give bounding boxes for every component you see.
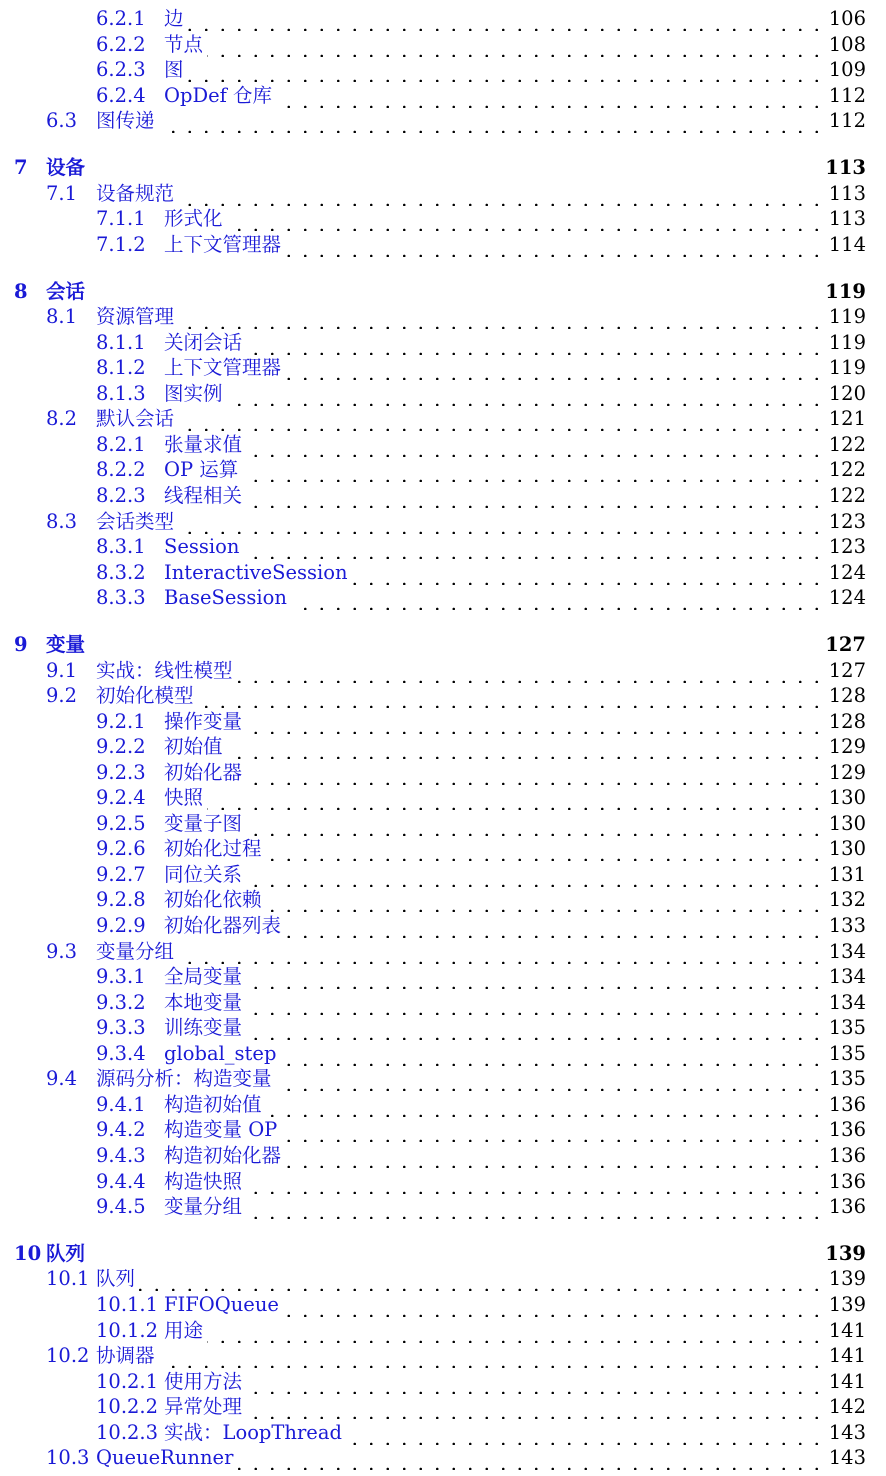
toc-section[interactable] <box>0 304 886 329</box>
toc-number[interactable]: 9.1 <box>46 659 78 682</box>
toc-number[interactable]: 9.3.4 <box>96 1042 146 1065</box>
dot-leader <box>246 1199 825 1219</box>
toc-page-number: 136 <box>828 1093 866 1116</box>
toc-title[interactable]: 变量子图 <box>164 812 243 835</box>
toc-subsection[interactable] <box>0 913 886 938</box>
toc-number[interactable]: 10.2.2 <box>96 1395 159 1418</box>
toc-page-number: 132 <box>828 888 866 911</box>
dot-leader <box>291 590 825 610</box>
toc-title[interactable]: 边 <box>164 7 184 30</box>
toc-section[interactable] <box>0 406 886 431</box>
toc-subsection[interactable] <box>0 1041 886 1066</box>
toc-chapter[interactable] <box>0 1241 886 1266</box>
toc-number[interactable]: 6.3 <box>46 109 78 132</box>
toc-page-number: 133 <box>828 914 866 937</box>
toc-title[interactable]: 初始值 <box>164 735 223 758</box>
dot-leader <box>207 790 825 810</box>
toc-number[interactable]: 9.3.1 <box>96 965 146 988</box>
toc-title[interactable]: 变量分组 <box>164 1195 243 1218</box>
dot-leader <box>188 62 825 82</box>
toc-subsection[interactable] <box>0 206 886 231</box>
toc-page-number: 119 <box>828 305 866 328</box>
toc-subsection[interactable] <box>0 1143 886 1168</box>
toc-page-number: 134 <box>828 940 866 963</box>
toc-page-number: 142 <box>828 1395 866 1418</box>
toc-number[interactable]: 9.4.1 <box>96 1093 146 1116</box>
toc-subsection[interactable] <box>0 990 886 1015</box>
toc-number[interactable]: 10.3 <box>46 1446 90 1469</box>
toc-title[interactable]: 初始化模型 <box>96 684 194 707</box>
toc-number[interactable]: 9.2.1 <box>96 710 146 733</box>
toc-title[interactable]: 全局变量 <box>164 965 243 988</box>
dot-leader <box>207 37 825 57</box>
toc-number[interactable]: 9.4 <box>46 1067 78 1090</box>
toc-section[interactable] <box>0 683 886 708</box>
toc-page-number: 123 <box>828 535 866 558</box>
toc-page-number: 136 <box>828 1170 866 1193</box>
toc-page-number: 135 <box>828 1067 866 1090</box>
dot-leader <box>237 1450 825 1470</box>
toc-subsection[interactable] <box>0 6 886 31</box>
toc-number[interactable]: 8 <box>14 280 28 303</box>
dot-leader <box>346 1425 825 1445</box>
toc-page-number: 124 <box>828 586 866 609</box>
toc-number[interactable]: 10.1 <box>46 1267 90 1290</box>
toc-number[interactable]: 9.4.3 <box>96 1144 146 1167</box>
toc-number[interactable]: 8.2 <box>46 407 78 430</box>
toc-subsection[interactable] <box>0 785 886 810</box>
toc-section[interactable] <box>0 181 886 206</box>
toc-number[interactable]: 10.2.3 <box>96 1421 159 1444</box>
toc-section[interactable] <box>0 509 886 534</box>
toc-page-number: 106 <box>828 7 866 30</box>
toc-number[interactable]: 8.2.2 <box>96 458 146 481</box>
toc-title[interactable]: 初始化依赖 <box>164 888 262 911</box>
toc-page-number: 112 <box>828 109 866 132</box>
toc-subsection[interactable] <box>0 1117 886 1142</box>
toc-title[interactable]: 设备 <box>46 156 86 179</box>
toc-title[interactable]: 初始化器 <box>164 761 243 784</box>
toc-subsection[interactable] <box>0 432 886 457</box>
toc-number[interactable]: 8.1.2 <box>96 356 146 379</box>
toc-page-number: 124 <box>828 561 866 584</box>
dot-leader <box>237 663 825 683</box>
toc-title[interactable]: 使用方法 <box>164 1370 243 1393</box>
dot-leader <box>280 1046 825 1066</box>
toc-title[interactable]: 构造初始值 <box>164 1093 262 1116</box>
toc-title[interactable]: 同位关系 <box>164 863 243 886</box>
toc-page-number: 143 <box>828 1421 866 1444</box>
toc-page-number: 122 <box>828 433 866 456</box>
toc-subsection[interactable] <box>0 964 886 989</box>
toc-number[interactable]: 7.1.1 <box>96 207 146 230</box>
toc-number[interactable]: 9.2.2 <box>96 735 146 758</box>
toc-number[interactable]: 6.2.1 <box>96 7 146 30</box>
toc-subsection[interactable] <box>0 1292 886 1317</box>
toc-number[interactable]: 9.4.4 <box>96 1170 146 1193</box>
toc-page-number: 139 <box>828 1293 866 1316</box>
toc-number[interactable]: 8.2.1 <box>96 433 146 456</box>
dot-leader <box>285 918 825 938</box>
toc-title[interactable]: Session <box>164 535 240 558</box>
toc-number[interactable]: 9.3 <box>46 940 78 963</box>
toc-title[interactable]: 初始化过程 <box>164 837 262 860</box>
toc-page-number: 112 <box>828 84 866 107</box>
toc-number[interactable]: 10.2.1 <box>96 1370 159 1393</box>
dot-leader <box>178 411 825 431</box>
dot-leader <box>159 1348 825 1368</box>
toc-title[interactable]: QueueRunner <box>96 1446 234 1469</box>
toc-subsection[interactable] <box>0 836 886 861</box>
toc-subsection[interactable] <box>0 1369 886 1394</box>
toc-title[interactable]: 线程相关 <box>164 484 243 507</box>
toc-page-number: 109 <box>828 58 866 81</box>
dot-leader <box>352 565 825 585</box>
dot-leader <box>246 995 825 1015</box>
toc-title[interactable]: 队列 <box>96 1267 136 1290</box>
toc-number[interactable]: 6.2.3 <box>96 58 146 81</box>
toc-subsection[interactable] <box>0 811 886 836</box>
toc-title[interactable]: 用途 <box>164 1319 204 1342</box>
toc-number[interactable]: 9.3.2 <box>96 991 146 1014</box>
dot-leader <box>285 1148 825 1168</box>
toc-page-number: 119 <box>828 331 866 354</box>
dot-leader <box>285 237 825 257</box>
toc-title[interactable]: 资源管理 <box>96 305 175 328</box>
dot-leader <box>283 1297 825 1317</box>
toc-page-number: 139 <box>825 1242 866 1265</box>
toc-title[interactable]: FIFOQueue <box>164 1293 279 1316</box>
dot-leader <box>227 386 825 406</box>
toc-section[interactable] <box>0 1445 886 1470</box>
dot-leader <box>243 539 825 559</box>
toc-subsection[interactable] <box>0 560 886 585</box>
toc-number[interactable]: 8.3.3 <box>96 586 146 609</box>
dot-leader <box>242 462 825 482</box>
toc-subsection[interactable] <box>0 1420 886 1445</box>
dot-leader <box>207 1323 825 1343</box>
toc-page-number: 122 <box>828 484 866 507</box>
toc-page-number: 136 <box>828 1144 866 1167</box>
dot-leader <box>178 944 825 964</box>
toc-title[interactable]: 构造初始化器 <box>164 1144 282 1167</box>
toc-subsection[interactable] <box>0 862 886 887</box>
toc-number[interactable]: 9.2 <box>46 684 78 707</box>
toc-page-number: 130 <box>828 812 866 835</box>
toc-subsection[interactable] <box>0 1394 886 1419</box>
toc-title[interactable]: 实战：线性模型 <box>96 659 233 682</box>
toc-subsection[interactable] <box>0 1194 886 1219</box>
toc-subsection[interactable] <box>0 1318 886 1343</box>
toc-title[interactable]: 快照 <box>164 786 204 809</box>
toc-title[interactable]: 图实例 <box>164 382 223 405</box>
toc-title[interactable]: 图传递 <box>96 109 155 132</box>
toc-number[interactable]: 8.3.1 <box>96 535 146 558</box>
toc-number[interactable]: 9.2.3 <box>96 761 146 784</box>
toc-number[interactable]: 7.1 <box>46 182 78 205</box>
toc-number[interactable]: 10 <box>14 1242 42 1265</box>
toc-page-number: 127 <box>825 633 866 656</box>
toc-subsection[interactable] <box>0 534 886 559</box>
toc-title[interactable]: 设备规范 <box>96 182 175 205</box>
dot-leader <box>188 11 825 31</box>
toc-title[interactable]: 异常处理 <box>164 1395 243 1418</box>
toc-page-number: 134 <box>828 991 866 1014</box>
toc-title[interactable]: 关闭会话 <box>164 331 243 354</box>
toc-subsection[interactable] <box>0 330 886 355</box>
toc-title[interactable]: 变量 <box>46 633 86 656</box>
dot-leader <box>246 816 825 836</box>
toc-title[interactable]: 上下文管理器 <box>164 356 282 379</box>
toc-subsection[interactable] <box>0 57 886 82</box>
toc-title[interactable]: 构造变量 OP <box>164 1118 278 1141</box>
toc-page-number: 136 <box>828 1118 866 1141</box>
toc-section[interactable] <box>0 1266 886 1291</box>
toc-subsection[interactable] <box>0 1092 886 1117</box>
dot-leader <box>246 765 825 785</box>
toc-title[interactable]: 默认会话 <box>96 407 175 430</box>
dot-leader <box>159 113 825 133</box>
dot-leader <box>139 1271 825 1291</box>
dot-leader <box>266 841 825 861</box>
toc-page-number: 129 <box>828 761 866 784</box>
toc-page-number: 130 <box>828 786 866 809</box>
toc-section[interactable] <box>0 658 886 683</box>
dot-leader <box>246 488 825 508</box>
toc-page-number: 141 <box>828 1370 866 1393</box>
toc-title[interactable]: 训练变量 <box>164 1016 243 1039</box>
toc-title[interactable]: 实战：LoopThread <box>164 1421 342 1444</box>
toc-subsection[interactable] <box>0 232 886 257</box>
dot-leader <box>246 969 825 989</box>
toc-title[interactable]: 图 <box>164 58 184 81</box>
toc-subsection[interactable] <box>0 355 886 380</box>
toc-subsection[interactable] <box>0 457 886 482</box>
toc-page-number: 129 <box>828 735 866 758</box>
toc-subsection[interactable] <box>0 381 886 406</box>
toc-title[interactable]: BaseSession <box>164 586 287 609</box>
toc-page-number: 119 <box>828 356 866 379</box>
toc-title[interactable]: 初始化器列表 <box>164 914 282 937</box>
toc-number[interactable]: 9.2.5 <box>96 812 146 835</box>
toc-subsection[interactable] <box>0 1015 886 1040</box>
toc-page-number: 127 <box>828 659 866 682</box>
toc-page-number: 128 <box>828 710 866 733</box>
dot-leader <box>246 714 825 734</box>
toc-number[interactable]: 8.3 <box>46 510 78 533</box>
dot-leader <box>246 1174 825 1194</box>
toc-subsection[interactable] <box>0 83 886 108</box>
toc-page-number: 120 <box>828 382 866 405</box>
toc-subsection[interactable] <box>0 734 886 759</box>
toc-title[interactable]: 形式化 <box>164 207 223 230</box>
dot-leader <box>246 1374 825 1394</box>
toc-title[interactable]: 协调器 <box>96 1344 155 1367</box>
toc-page-number: 139 <box>828 1267 866 1290</box>
toc-page-number: 128 <box>828 684 866 707</box>
toc-page-number: 141 <box>828 1319 866 1342</box>
toc-page-number: 135 <box>828 1016 866 1039</box>
toc-number[interactable]: 8.1.1 <box>96 331 146 354</box>
toc-number[interactable]: 10.2 <box>46 1344 90 1367</box>
dot-leader <box>246 867 825 887</box>
toc-page-number: 130 <box>828 837 866 860</box>
toc-page-number: 135 <box>828 1042 866 1065</box>
toc-number[interactable]: 8.1 <box>46 305 78 328</box>
toc-page-number: 131 <box>828 863 866 886</box>
toc-number[interactable]: 6.2.4 <box>96 84 146 107</box>
dot-leader <box>276 88 825 108</box>
toc-page-number: 141 <box>828 1344 866 1367</box>
toc-number[interactable]: 9.2.8 <box>96 888 146 911</box>
dot-leader <box>281 1122 825 1142</box>
dot-leader <box>276 1071 825 1091</box>
toc-subsection[interactable] <box>0 887 886 912</box>
toc-number[interactable]: 9.3.3 <box>96 1016 146 1039</box>
toc-title[interactable]: OP 运算 <box>164 458 239 481</box>
toc-title[interactable]: 构造快照 <box>164 1170 243 1193</box>
toc-number[interactable]: 9.2.7 <box>96 863 146 886</box>
dot-leader <box>246 1020 825 1040</box>
toc-page-number: 134 <box>828 965 866 988</box>
toc-page-number: 114 <box>828 233 866 256</box>
toc-number[interactable]: 8.1.3 <box>96 382 146 405</box>
toc-section[interactable] <box>0 1066 886 1091</box>
toc-subsection[interactable] <box>0 32 886 57</box>
toc-subsection[interactable] <box>0 585 886 610</box>
dot-leader <box>227 211 825 231</box>
toc-page-number: 113 <box>828 182 866 205</box>
toc-section[interactable] <box>0 108 886 133</box>
toc-number[interactable]: 9.2.6 <box>96 837 146 860</box>
dot-leader <box>198 688 825 708</box>
dot-leader <box>285 360 825 380</box>
toc-page-number: 121 <box>828 407 866 430</box>
toc-number[interactable]: 8.3.2 <box>96 561 146 584</box>
toc-section[interactable] <box>0 1343 886 1368</box>
dot-leader <box>246 335 825 355</box>
toc-chapter[interactable] <box>0 155 886 180</box>
toc-subsection[interactable] <box>0 760 886 785</box>
dot-leader <box>266 892 825 912</box>
dot-leader <box>266 1097 825 1117</box>
dot-leader <box>178 309 825 329</box>
toc-page-number: 143 <box>828 1446 866 1469</box>
dot-leader <box>246 437 825 457</box>
toc-title[interactable]: 本地变量 <box>164 991 243 1014</box>
toc-title[interactable]: 节点 <box>164 33 204 56</box>
toc-page-number: 108 <box>828 33 866 56</box>
dot-leader <box>178 186 825 206</box>
toc-chapter[interactable] <box>0 279 886 304</box>
toc-title[interactable]: global_step <box>164 1042 277 1065</box>
toc-subsection[interactable] <box>0 709 886 734</box>
toc-page-number: 122 <box>828 458 866 481</box>
toc-section[interactable] <box>0 939 886 964</box>
toc-title[interactable]: 变量分组 <box>96 940 175 963</box>
toc-number[interactable]: 9.4.5 <box>96 1195 146 1218</box>
dot-leader <box>227 739 825 759</box>
toc-title[interactable]: 会话 <box>46 280 86 303</box>
toc-number[interactable]: 9 <box>14 633 28 656</box>
toc-page-number: 119 <box>825 280 866 303</box>
dot-leader <box>178 514 825 534</box>
toc-number[interactable]: 9.2.9 <box>96 914 146 937</box>
toc-title[interactable]: 张量求值 <box>164 433 243 456</box>
toc-number[interactable]: 8.2.3 <box>96 484 146 507</box>
toc-title[interactable]: 队列 <box>46 1242 86 1265</box>
toc-title[interactable]: OpDef 仓库 <box>164 84 273 107</box>
toc-number[interactable]: 7.1.2 <box>96 233 146 256</box>
toc-number[interactable]: 10.1.1 <box>96 1293 159 1316</box>
toc-subsection[interactable] <box>0 1169 886 1194</box>
toc-number[interactable]: 9.2.4 <box>96 786 146 809</box>
toc-title[interactable]: 会话类型 <box>96 510 175 533</box>
toc-number[interactable]: 9.4.2 <box>96 1118 146 1141</box>
toc-title[interactable]: 操作变量 <box>164 710 243 733</box>
toc-chapter[interactable] <box>0 632 886 657</box>
toc-page-number: 113 <box>828 207 866 230</box>
toc-page-number: 123 <box>828 510 866 533</box>
toc-number[interactable]: 7 <box>14 156 28 179</box>
toc-title[interactable]: 源码分析：构造变量 <box>96 1067 272 1090</box>
toc-page-number: 136 <box>828 1195 866 1218</box>
toc-number[interactable]: 6.2.2 <box>96 33 146 56</box>
toc-subsection[interactable] <box>0 483 886 508</box>
toc-number[interactable]: 10.1.2 <box>96 1319 159 1342</box>
toc-page-number: 113 <box>825 156 866 179</box>
dot-leader <box>246 1399 825 1419</box>
toc-title[interactable]: 上下文管理器 <box>164 233 282 256</box>
toc-title[interactable]: InteractiveSession <box>164 561 348 584</box>
